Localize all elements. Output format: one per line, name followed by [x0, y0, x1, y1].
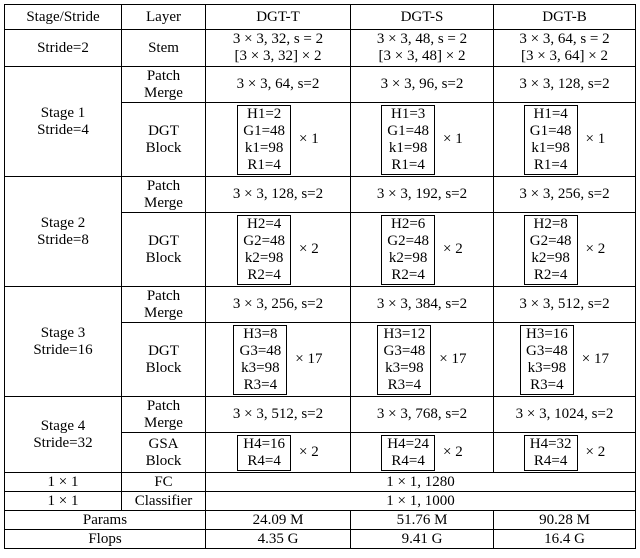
repeat-count: × 17 [295, 351, 323, 367]
fc-value: 1 × 1, 1280 [206, 473, 636, 492]
stage4-name: Stage 4 [40, 417, 86, 434]
classifier-layer: Classifier [122, 492, 206, 511]
stage4-merge-layer [122, 397, 206, 433]
matrix-row: G1=48 [529, 122, 572, 139]
stage3-merge-label-1: Patch [146, 287, 181, 304]
header-dgt-s: DGT-S [351, 5, 494, 30]
flops-s: 9.41 G [351, 530, 494, 549]
stage2-stride: Stride=8 [37, 231, 89, 248]
stem-layer: Stem [122, 30, 206, 67]
architecture-table [4, 4, 636, 549]
stage3-block-label-2: Block [145, 359, 182, 376]
matrix [524, 435, 578, 471]
matrix [381, 435, 435, 471]
matrix-row: H1=4 [533, 105, 568, 122]
stage1-block-s [351, 103, 494, 177]
matrix-row: H1=3 [390, 105, 426, 122]
matrix-row: G2=48 [529, 232, 572, 249]
stage4-merge-row [5, 397, 636, 433]
stem-s-line2: [3 × 3, 48] × 2 [378, 48, 466, 64]
stage1-block-t [206, 103, 351, 177]
matrix-row: k3=98 [385, 359, 424, 376]
stage1-name: Stage 1 [40, 104, 86, 121]
stage4-block-s [351, 433, 494, 473]
stage4-block-label-1: GSA [148, 435, 179, 452]
stage2-block-layer [122, 213, 206, 287]
stem-b-line2: [3 × 3, 64] × 2 [521, 48, 608, 64]
stage1-merge-label-2: Merge [144, 84, 183, 101]
matrix-row: R3=4 [387, 376, 422, 393]
repeat-count: × 2 [443, 444, 463, 460]
stem-b [494, 30, 636, 67]
params-label: Params [5, 511, 206, 530]
stage2-merge-label-2: Merge [144, 194, 183, 211]
stage4-block-t [206, 433, 351, 473]
stage3-merge-label-2: Merge [144, 304, 183, 321]
stage1-merge-layer [122, 67, 206, 103]
stem-t [206, 30, 351, 67]
repeat-count: × 2 [443, 241, 463, 257]
stage2-merge-row [5, 177, 636, 213]
repeat-count: × 2 [299, 241, 319, 257]
stage4-merge-label-2: Merge [144, 414, 183, 431]
matrix-row: R1=4 [391, 156, 425, 173]
stage2-merge-t: 3 × 3, 128, s=2 [206, 177, 351, 213]
stage3-block-s [351, 323, 494, 397]
header-dgt-b: DGT-B [494, 5, 636, 30]
stage3-merge-s: 3 × 3, 384, s=2 [351, 287, 494, 323]
matrix-row: G2=48 [243, 232, 286, 249]
flops-t: 4.35 G [206, 530, 351, 549]
matrix-row: H2=6 [390, 215, 426, 232]
matrix-row: R1=4 [533, 156, 568, 173]
stage3-merge-b: 3 × 3, 512, s=2 [494, 287, 636, 323]
classifier-stride: 1 × 1 [5, 492, 122, 511]
stem-s [351, 30, 494, 67]
stage2-label [5, 177, 122, 287]
matrix-row: k2=98 [531, 249, 570, 266]
stage3-merge-row [5, 287, 636, 323]
repeat-count: × 2 [299, 444, 319, 460]
matrix-row: R2=4 [533, 266, 568, 283]
stage2-merge-b: 3 × 3, 256, s=2 [494, 177, 636, 213]
repeat-count: × 1 [299, 131, 319, 147]
matrix [524, 215, 578, 285]
fc-layer: FC [122, 473, 206, 492]
stage1-block-label-2: Block [145, 139, 182, 156]
matrix [524, 105, 578, 175]
matrix-row: R4=4 [247, 452, 281, 469]
matrix-row: G3=48 [239, 342, 282, 359]
stage3-merge-layer [122, 287, 206, 323]
stage2-block-label-1: DGT [148, 232, 179, 249]
stage3-name: Stage 3 [40, 324, 86, 341]
stage4-label [5, 397, 122, 473]
stage2-merge-layer [122, 177, 206, 213]
matrix-row: G2=48 [387, 232, 430, 249]
matrix-row: H3=8 [243, 325, 278, 342]
stage3-block-b [494, 323, 636, 397]
matrix [377, 325, 431, 395]
header-layer: Layer [122, 5, 206, 30]
stage1-block-layer [122, 103, 206, 177]
stage4-merge-t: 3 × 3, 512, s=2 [206, 397, 351, 433]
matrix-row: H3=12 [383, 325, 426, 342]
matrix [237, 435, 291, 471]
stage4-block-b [494, 433, 636, 473]
stem-row [5, 30, 636, 67]
header-dgt-t: DGT-T [206, 5, 351, 30]
matrix-row: R4=4 [533, 452, 568, 469]
repeat-count: × 2 [585, 241, 606, 257]
fc-stride: 1 × 1 [5, 473, 122, 492]
classifier-row [5, 492, 636, 511]
stage4-merge-b: 3 × 3, 1024, s=2 [494, 397, 636, 433]
stage2-block-s [351, 213, 494, 287]
stage1-stride: Stride=4 [37, 121, 89, 138]
stage4-block-label-2: Block [145, 452, 182, 469]
params-s: 51.76 M [351, 511, 494, 530]
repeat-count: × 17 [439, 351, 467, 367]
params-b: 90.28 M [494, 511, 636, 530]
stage3-merge-t: 3 × 3, 256, s=2 [206, 287, 351, 323]
matrix-row: k2=98 [244, 249, 284, 266]
stage3-stride: Stride=16 [33, 341, 93, 358]
stage3-label [5, 287, 122, 397]
matrix-row: R1=4 [247, 156, 281, 173]
matrix-row: R2=4 [391, 266, 425, 283]
flops-row [5, 530, 636, 549]
stage1-block-label-1: DGT [148, 122, 179, 139]
flops-b: 16.4 G [494, 530, 636, 549]
matrix-row: G3=48 [525, 342, 568, 359]
stem-t-line1: 3 × 3, 32, s = 2 [232, 31, 324, 47]
repeat-count: × 1 [443, 131, 463, 147]
stem-b-line1: 3 × 3, 64, s = 2 [519, 31, 610, 47]
matrix-row: H4=24 [387, 435, 430, 452]
classifier-value: 1 × 1, 1000 [206, 492, 636, 511]
stage1-block-b [494, 103, 636, 177]
matrix-row: H4=32 [529, 435, 572, 452]
flops-label: Flops [5, 530, 206, 549]
stage2-merge-label-1: Patch [146, 177, 181, 194]
stem-stride: Stride=2 [5, 30, 122, 67]
matrix [381, 105, 435, 175]
matrix-row: R4=4 [391, 452, 425, 469]
matrix-row: H3=16 [525, 325, 568, 342]
header-row [5, 5, 636, 30]
matrix [233, 325, 287, 395]
matrix [237, 215, 291, 285]
stage3-block-label-1: DGT [148, 342, 179, 359]
stage1-label [5, 67, 122, 177]
params-row [5, 511, 636, 530]
matrix-row: k2=98 [388, 249, 428, 266]
stage3-block-layer [122, 323, 206, 397]
stage3-block-t [206, 323, 351, 397]
matrix-row: R3=4 [243, 376, 278, 393]
stage1-merge-label-1: Patch [146, 67, 181, 84]
stage1-merge-b: 3 × 3, 128, s=2 [494, 67, 636, 103]
matrix-row: H4=16 [243, 435, 286, 452]
matrix-row: k3=98 [241, 359, 280, 376]
stage4-stride: Stride=32 [33, 434, 93, 451]
matrix-row: G1=48 [243, 122, 286, 139]
stage4-block-layer [122, 433, 206, 473]
repeat-count: × 1 [585, 131, 606, 147]
stage2-block-b [494, 213, 636, 287]
matrix [237, 105, 291, 175]
matrix-row: k3=98 [527, 359, 567, 376]
stem-t-line2: [3 × 3, 32] × 2 [234, 48, 322, 64]
matrix-row: k1=98 [388, 139, 428, 156]
params-t: 24.09 M [206, 511, 351, 530]
matrix-row: R3=4 [530, 376, 564, 393]
matrix-row: G1=48 [387, 122, 430, 139]
stage4-merge-label-1: Patch [146, 397, 181, 414]
matrix-row: k1=98 [244, 139, 284, 156]
matrix-row: H1=2 [246, 105, 282, 122]
stage4-merge-s: 3 × 3, 768, s=2 [351, 397, 494, 433]
stage2-name: Stage 2 [40, 214, 86, 231]
repeat-count: × 17 [581, 351, 609, 367]
header-stage-stride: Stage/Stride [5, 5, 122, 30]
stage1-merge-t: 3 × 3, 64, s=2 [206, 67, 351, 103]
matrix [520, 325, 574, 395]
stage2-block-label-2: Block [145, 249, 182, 266]
matrix-row: H2=4 [246, 215, 282, 232]
matrix [381, 215, 435, 285]
matrix-row: G3=48 [383, 342, 426, 359]
repeat-count: × 2 [585, 444, 606, 460]
matrix-row: R2=4 [247, 266, 281, 283]
stem-s-line1: 3 × 3, 48, s = 2 [376, 31, 468, 47]
matrix-row: H2=8 [533, 215, 568, 232]
stage1-merge-row [5, 67, 636, 103]
matrix-row: k1=98 [531, 139, 570, 156]
fc-row [5, 473, 636, 492]
stage1-merge-s: 3 × 3, 96, s=2 [351, 67, 494, 103]
stage2-merge-s: 3 × 3, 192, s=2 [351, 177, 494, 213]
stage2-block-t [206, 213, 351, 287]
